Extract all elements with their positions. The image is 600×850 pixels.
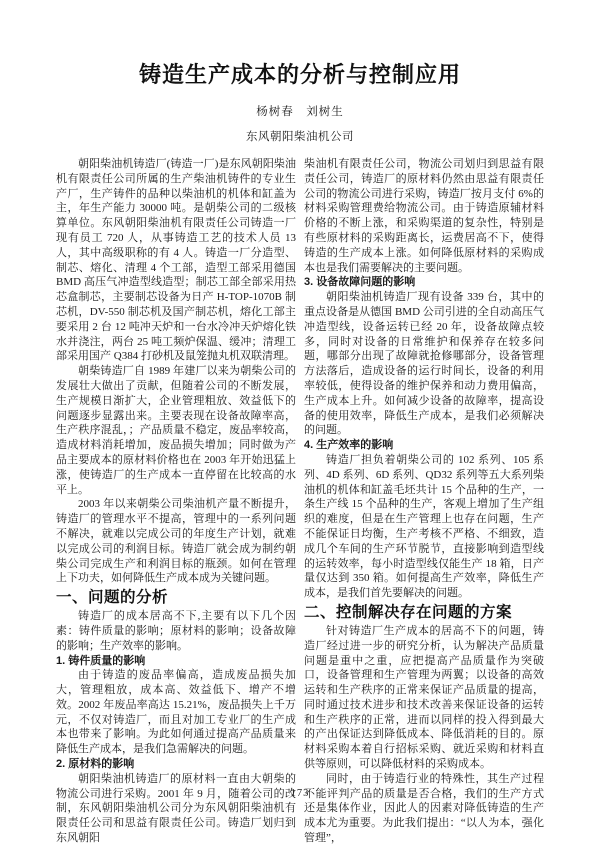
paragraph: 由于铸造的废品率偏高，造成废品损失加大，管理粗放，成本高、效益低下、增产不增效。2002 年废品率高达 15.21%，废品损失上千万元，不仅对铸造厂，而且对加工专业厂的生产成本也带来了影响。为此如何通过提高产品质量来降低生产成本，是我们急需解决的问题。	[56, 669, 296, 756]
section-heading: 二、控制解决存在问题的方案	[304, 603, 513, 621]
paragraph: 朝阳柴油机铸造厂现有设备 339 台，其中的重点设备是从德国 BMD 公司引进的全自动高压气冲造型线，设备运转已经 20 年，设备故障点较多，同时对设备的日常维护和保养存在较多问题，哪部分出现了故障就抢修哪部分，设备管理方法落后，造成设备的运行时间长，设备的利用率较低，使得设备的维护保养和动力费用偏高，生产成本上升。如何减少设备的故障率，提高设备的使用效率，降低生产成本，是我们必须解决的问题。	[304, 291, 544, 437]
subsection-heading: 1. 铸件质量的影响	[56, 654, 146, 667]
paragraph: 朝阳柴油机铸造厂(铸造一厂)是东风朝阳柴油机有限责任公司所属的生产柴油机铸件的专业生产厂，生产铸件的品种以柴油机的机体和缸盖为主，年生产能力 30000 吨。是朝柴公司的二级核算单位。东风朝阳柴油机有限责任公司铸造一厂现有员工 720 人，从事铸造工艺的技术人员 13 人，其中高级职称的有 4 人。铸造一厂分造型、制芯、熔化、清理 4 个工部，造型工部采用德国 BMD 高压气冲造型线造型；制芯工部全部采用热芯盒制芯，主要制芯设备为日产 H-TOP-1070B 制芯机，DV-550 制芯机及国产制芯机，熔化工部主要采用 2 台 12 吨冲天炉和一台水冷冲天炉熔化铁水并浇注，两台 25 吨工频炉保温、缓冲；清理工部采用国产 Q384 打砂机及鼠笼抛丸机双联清理。	[56, 158, 296, 363]
paragraph: 铸造厂的成本居高不下,主要有以下几个因素：铸件质量的影响；原材料的影响；设备故障的影响；生产效率的影响。	[56, 610, 296, 652]
paper-affiliation: 东风朝阳柴油机公司	[246, 131, 354, 143]
paper-authors: 杨树春 刘树生	[256, 106, 344, 118]
paper-title: 铸造生产成本的分析与控制应用	[138, 62, 461, 87]
left-column	[56, 157, 296, 846]
paragraph: 朝阳柴油机铸造厂的原材料一直由大朝柴的物流公司进行采购。2001 年 9 月，随着公司的改制，东风朝阳柴油机公司分为东风朝阳柴油机有限责任公司和思益有限责任公司。铸造厂划归到东风朝阳	[56, 772, 296, 845]
page-number: 173	[290, 788, 310, 799]
paragraph: 针对铸造厂生产成本的居高不下的问题，铸造厂经过进一步的研究分析，认为解决产品质量问题是重中之重，应把提高产品质量作为突破口，设备管理和生产管理为两翼；以设备的高效运转和生产秩序的正常来保证产品质量的提高，同时通过技术进步和技术改善来保证设备的运转和生产秩序的正常，进而以同样的投入得到最大的产出保证达到降低成本、降低消耗的目的。原材料采购本着自行招标采购、就近采购和材料直供等原则，可以降低材料的采购成本。	[304, 624, 544, 771]
paragraph: 2003 年以来朝柴公司柴油机产量不断提升，铸造厂的管理水平不提高，管理中的一系列问题不解决，就难以完成公司的年度生产计划，就难以完成公司的利润目标。铸造厂就会成为制约朝柴公司完成生产和利润目标的瓶颈。如何在管理上下功夫，如何降低生产成本成为关键问题。	[56, 498, 296, 585]
right-column	[304, 157, 544, 846]
body-columns	[0, 144, 600, 846]
section-heading: 一、问题的分析	[56, 589, 169, 607]
paragraph: 铸造厂担负着朝柴公司的 102 系列、105 系列、4D 系列、6D 系列、QD32 系列等五大系列柴油机的机体和缸盖毛坯共计 15 个品种的生产，一条生产线 15 个品种的生产，客观上增加了生产组织的难度，但是在生产管理上也存在问题，生产不能保证日均衡，生产考核不严格、不细致，造成几个车间的生产环节脱节，直接影响到造型线的运转效率，每小时造型线仅能生产 18 箱，日产量仅达到 350 箱。如何提高生产效率，降低生产成本，是我们首先要解决的问题。	[304, 453, 544, 600]
subsection-heading: 2. 原材料的影响	[56, 758, 135, 771]
paragraph: 朝柴铸造厂自 1989 年建厂以来为朝柴公司的发展壮大做出了贡献，但随着公司的不断发展，生产规模日渐扩大，企业管理粗放、效益低下的问题逐步显露出来。主要表现在设备故障率高，生产秩序混乱，；产品质量不稳定，废品率较高，造成材料消耗增加，废品损失增加；同时做为产品主要成本的原材料价格也在 2003 年开始迅猛上涨，使铸造厂的生产成本一直停留在比较高的水平上。	[56, 365, 296, 496]
paragraph: 同时，由于铸造行业的特殊性，其生产过程不能评判产品的质量是否合格，我们的生产方式还是集体作业，因此人的因素对降低铸造的生产成本尤为重要。为此我们提出：“以人为本，强化管理”，	[304, 772, 544, 845]
subsection-heading: 4. 生产效率的影响	[304, 439, 394, 452]
paragraph: 柴油机有限责任公司，物流公司划归到思益有限责任公司，铸造厂的原材料仍然由思益有限责任公司的物流公司进行采购，铸造厂按月支付 6%的材料采购管理费给物流公司。由于铸造原辅材料价格的不断上涨，和采购渠道的复杂性，特别是有些原材料的采购距离长，运费居高不下，使得铸造的生产成本上涨。如何降低原材料的采购成本也是我们需要解决的主要问题。	[304, 158, 544, 274]
subsection-heading: 3. 设备故障问题的影响	[304, 276, 416, 289]
